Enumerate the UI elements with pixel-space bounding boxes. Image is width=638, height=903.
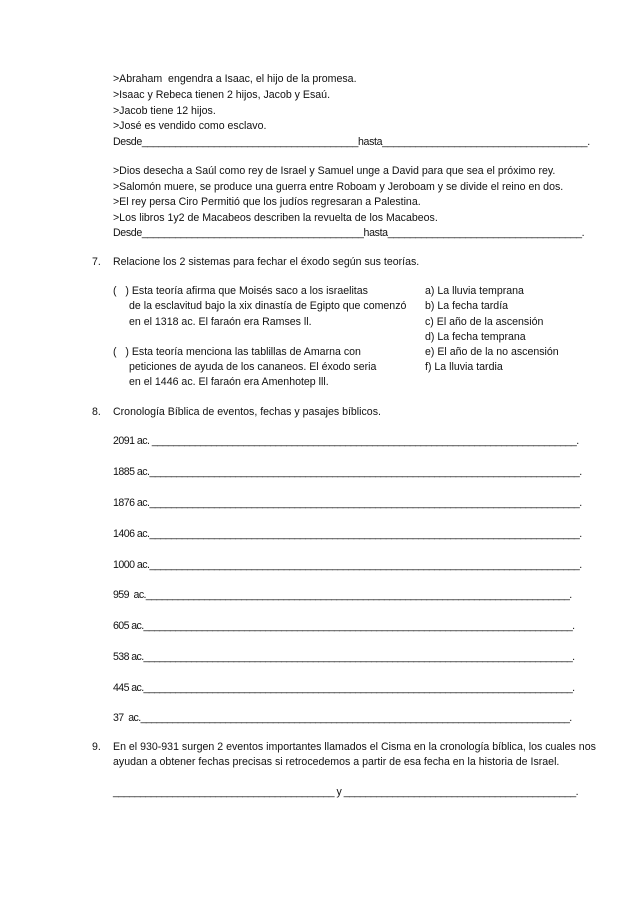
q7-theory2-line-2: peticiones de ayuda de los cananeos. El éxodo seria	[129, 361, 377, 373]
q7-theory1-line-1[interactable]: ( ) Esta teoría afirma que Moisés saco a los israelitas	[113, 285, 368, 297]
block1-line-1: >Abraham engendra a Isaac, el hijo de la promesa.	[113, 73, 357, 85]
block2-line-4: >Los libros 1y2 de Macabeos describen la revuelta de los Macabeos.	[113, 212, 438, 224]
q9-answer-line[interactable]: _________________________________________ y ___________________________________________.	[113, 786, 579, 798]
q9-number: 9.	[92, 741, 101, 753]
q7-theory2-line-1[interactable]: ( ) Esta teoría menciona las tablillas de Amarna con	[113, 346, 361, 358]
q7-option-a: a) La lluvia temprana	[425, 285, 524, 297]
block1-range-line[interactable]: Desde_______________________________________hasta_____________________________________.	[113, 136, 590, 148]
q7-option-c: c) El año de la ascensión	[425, 316, 544, 328]
q8-entry-1876[interactable]: 1876 ac.________________________________________________________________________________.	[113, 497, 582, 509]
q7-theory1-line-2: de la esclavitud bajo la xix dinastía de Egipto que comenzó	[129, 300, 407, 312]
q7-option-f: f) La lluvia tardia	[425, 361, 503, 373]
q8-entry-445[interactable]: 445 ac._________________________________________________________________________________.	[113, 682, 575, 694]
q8-prompt: Cronología Bíblica de eventos, fechas y pasajes bíblicos.	[113, 406, 381, 418]
q9-line-1: En el 930-931 surgen 2 eventos importantes llamados el Cisma en la cronología bíblica, los cuales nos	[113, 741, 596, 753]
q7-theory2-line-3: en el 1446 ac. El faraón era Amenhotep lll.	[129, 376, 329, 388]
q7-option-d: d) La fecha temprana	[425, 331, 526, 343]
q7-option-b: b) La fecha tardía	[425, 300, 509, 312]
q7-theory1-line-3: en el 1318 ac. El faraón era Ramses ll.	[129, 316, 312, 328]
q8-number: 8.	[92, 406, 101, 418]
block1-line-2: >Isaac y Rebeca tienen 2 hijos, Jacob y Esaú.	[113, 89, 331, 101]
block2-range-line[interactable]: Desde________________________________________hasta___________________________________.	[113, 227, 585, 239]
q8-entry-1406[interactable]: 1406 ac.________________________________________________________________________________.	[113, 528, 582, 540]
q8-entry-605[interactable]: 605 ac._________________________________________________________________________________.	[113, 620, 575, 632]
block2-line-3: >El rey persa Ciro Permitió que los judíos regresaran a Palestina.	[113, 196, 421, 208]
q9-line-2: ayudan a obtener fechas precisas si retrocedemos a partir de esa fecha en la historia de Israel.	[113, 756, 560, 768]
q7-option-e: e) El año de la no ascensión	[425, 346, 559, 358]
block2-line-1: >Dios desecha a Saúl como rey de Israel y Samuel unge a David para que sea el próximo rey.	[113, 165, 556, 177]
q8-entry-959[interactable]: 959 ac.________________________________________________________________________________.	[113, 589, 572, 601]
q8-entry-1000[interactable]: 1000 ac.________________________________________________________________________________.	[113, 559, 582, 571]
q7-prompt: Relacione los 2 sistemas para fechar el éxodo según sus teorías.	[113, 256, 420, 268]
block1-line-3: >Jacob tiene 12 hijos.	[113, 105, 216, 117]
block1-line-4: >José es vendido como esclavo.	[113, 120, 267, 132]
q8-entry-37[interactable]: 37 ac._________________________________________________________________________________.	[113, 712, 572, 724]
q8-entry-538[interactable]: 538 ac._________________________________________________________________________________.	[113, 651, 575, 663]
q8-entry-1885[interactable]: 1885 ac.________________________________________________________________________________.	[113, 466, 582, 478]
q7-number: 7.	[92, 256, 101, 268]
block2-line-2: >Salomón muere, se produce una guerra entre Roboam y Jeroboam y se divide el reino en dos.	[113, 181, 564, 193]
q8-entry-2091[interactable]: 2091 ac. _______________________________________________________________________________.	[113, 435, 579, 447]
